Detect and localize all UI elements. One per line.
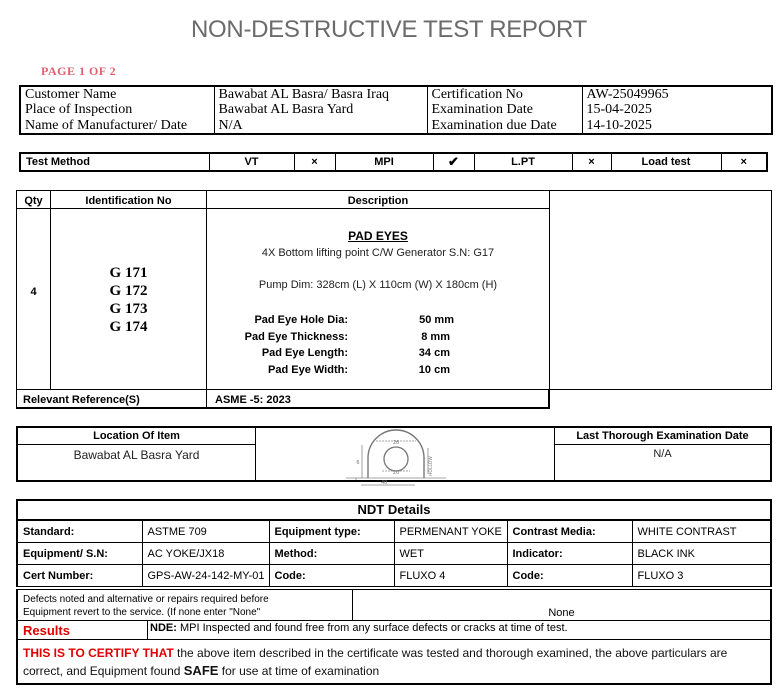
id-value: G 174 — [109, 319, 148, 335]
location-cell — [16, 426, 256, 482]
customer-info-table — [19, 85, 773, 135]
field-label: Examination due Date — [427, 118, 582, 134]
field-value: AW-25049965 — [586, 87, 669, 102]
location-section — [16, 426, 772, 482]
certify-lead: THIS IS TO CERTIFY THAT — [23, 646, 174, 660]
description-cell — [206, 208, 550, 390]
dim-top: 26 — [392, 440, 400, 446]
ndt-value: WET — [394, 543, 507, 565]
test-method-label: Test Method — [20, 153, 209, 171]
ndt-value: WHITE CONTRAST — [632, 521, 771, 543]
reference-value-cell — [206, 389, 550, 409]
nde-cell — [147, 620, 770, 640]
ndt-row — [17, 543, 771, 565]
qty-value: 4 — [30, 286, 37, 298]
field-value: N/A — [214, 118, 427, 134]
ndt-key: Indicator: — [507, 543, 632, 565]
field-label: Place of Inspection — [20, 102, 214, 118]
header-desc-label: Description — [347, 195, 409, 207]
certify-text: correct, and Equipment found — [23, 664, 184, 678]
nde-text: MPI Inspected and found free from any surface defects or cracks at time of test. — [179, 622, 568, 634]
ndt-key: Equipment/ S.N: — [17, 543, 142, 565]
spec-value: 34 cm — [418, 347, 450, 359]
spec-value: 8 mm — [421, 330, 450, 343]
method-mark-lpt: × — [572, 153, 611, 171]
spec-value: 50 mm — [419, 314, 454, 326]
ndt-key: Code: — [269, 565, 394, 587]
ndt-value: BLACK INK — [632, 543, 771, 565]
certify-statement — [23, 644, 768, 680]
desc-line: Pump Dim: 328cm (L) X 110cm (W) X 180cm (H) — [258, 279, 498, 291]
ndt-key: Contrast Media: — [507, 521, 632, 543]
results-section — [16, 589, 772, 685]
field-label: Certification No — [427, 86, 582, 102]
header-qty-label: Qty — [24, 195, 43, 207]
id-value: G 173 — [109, 301, 148, 317]
method-mark-vt: × — [294, 153, 335, 171]
ndt-value: FLUXO 3 — [632, 565, 771, 587]
ndt-key: Code: — [507, 565, 632, 587]
spec-key: Pad Eye Width: — [268, 363, 348, 376]
certify-safe: SAFE — [183, 663, 219, 678]
ndt-key: Standard: — [17, 521, 142, 543]
drawing-cell — [255, 426, 555, 482]
spec-key: Pad Eye Hole Dia: — [254, 314, 348, 326]
dim-left: 6 — [356, 460, 360, 466]
nde-label: NDE: — [150, 622, 177, 634]
defects-line: Equipment revert to the service. (If none enter "None" — [23, 607, 261, 618]
ndt-value: FLUXO 4 — [394, 565, 507, 587]
customer-row — [20, 102, 772, 118]
spec-key: Pad Eye Thickness: — [244, 330, 348, 343]
ndt-row — [17, 521, 771, 543]
reference-label: Relevant Reference(S) — [23, 394, 140, 406]
spec-value: 10 cm — [418, 363, 450, 376]
ndt-row — [17, 565, 771, 587]
desc-line: 4X Bottom lifting point C/W Generator S.N: G17 — [261, 247, 495, 259]
spec-key: Pad Eye Length: — [261, 347, 348, 359]
method-name-mpi: MPI — [335, 153, 433, 171]
reference-value: ASME -5: 2023 — [215, 394, 291, 406]
certify-text: the above item described in the certificate was tested and thorough examined, the above particulars are — [173, 646, 728, 660]
header-description — [206, 190, 550, 209]
ndt-value: AC YOKE/JX18 — [142, 543, 269, 565]
last-exam-value: N/A — [653, 448, 672, 460]
id-value: G 172 — [109, 283, 148, 299]
field-value: Bawabat AL Basra Yard — [214, 102, 427, 118]
method-name-loadtest: Load test — [611, 153, 721, 171]
last-exam-cell — [554, 426, 772, 482]
ndt-key: Method: — [269, 543, 394, 565]
location-value: Bawabat AL Basra Yard — [73, 448, 200, 462]
defects-cell — [18, 590, 353, 621]
ndt-key: Equipment type: — [269, 521, 394, 543]
header-id-label: Identification No — [85, 195, 172, 207]
method-mark-loadtest: × — [740, 156, 747, 168]
location-label: Location Of Item — [18, 428, 255, 445]
ndt-value: GPS-AW-24-142-MY-01 — [142, 565, 269, 587]
qty-cell — [16, 208, 51, 390]
method-name-lpt: L.PT — [474, 153, 572, 171]
customer-row — [20, 86, 772, 102]
desc-title: PAD EYES — [348, 229, 408, 243]
pad-eye-drawing — [256, 428, 554, 480]
field-value: 14-10-2025 — [586, 118, 652, 133]
method-mark-mpi: ✔ — [433, 153, 474, 171]
defects-value: None — [548, 607, 575, 619]
field-value: 15-04-2025 — [586, 102, 652, 117]
page-indicator: PAGE 1 OF 2 — [41, 64, 117, 78]
item-side-panel — [549, 190, 772, 390]
header-qty — [16, 190, 51, 209]
id-cell — [50, 208, 207, 390]
certify-text: for use at time of examination — [218, 664, 380, 678]
id-value: G 171 — [109, 265, 148, 281]
field-label: Customer Name — [20, 86, 214, 102]
dim-inner: 20 — [392, 470, 400, 476]
dim-bottom: 40 — [381, 480, 388, 486]
field-value: Bawabat AL Basra/ Basra Iraq — [214, 86, 427, 102]
last-exam-label: Last Thorough Examination Date — [555, 428, 770, 445]
results-label: Results — [18, 620, 148, 640]
defects-line: Defects noted and alternative or repairs required before — [23, 594, 269, 605]
method-name-vt: VT — [209, 153, 294, 171]
field-label: Name of Manufacturer/ Date — [20, 118, 214, 134]
header-id — [50, 190, 207, 209]
item-section — [16, 190, 772, 409]
ndt-value: PERMENANT YOKE — [394, 521, 507, 543]
ndt-key: Cert Number: — [17, 565, 142, 587]
side-text: HOLLOW — [429, 456, 434, 476]
test-method-table — [19, 152, 768, 172]
customer-row — [20, 118, 772, 134]
field-label: Examination Date — [427, 102, 582, 118]
ndt-value: ASTME 709 — [142, 521, 269, 543]
report-title: NON-DESTRUCTIVE TEST REPORT — [191, 16, 587, 43]
defects-value-cell — [352, 590, 770, 621]
drawing-bottom-dim — [359, 482, 419, 490]
reference-label-cell — [16, 389, 207, 409]
ndt-title: NDT Details — [16, 499, 772, 520]
ndt-details-table — [16, 520, 772, 587]
